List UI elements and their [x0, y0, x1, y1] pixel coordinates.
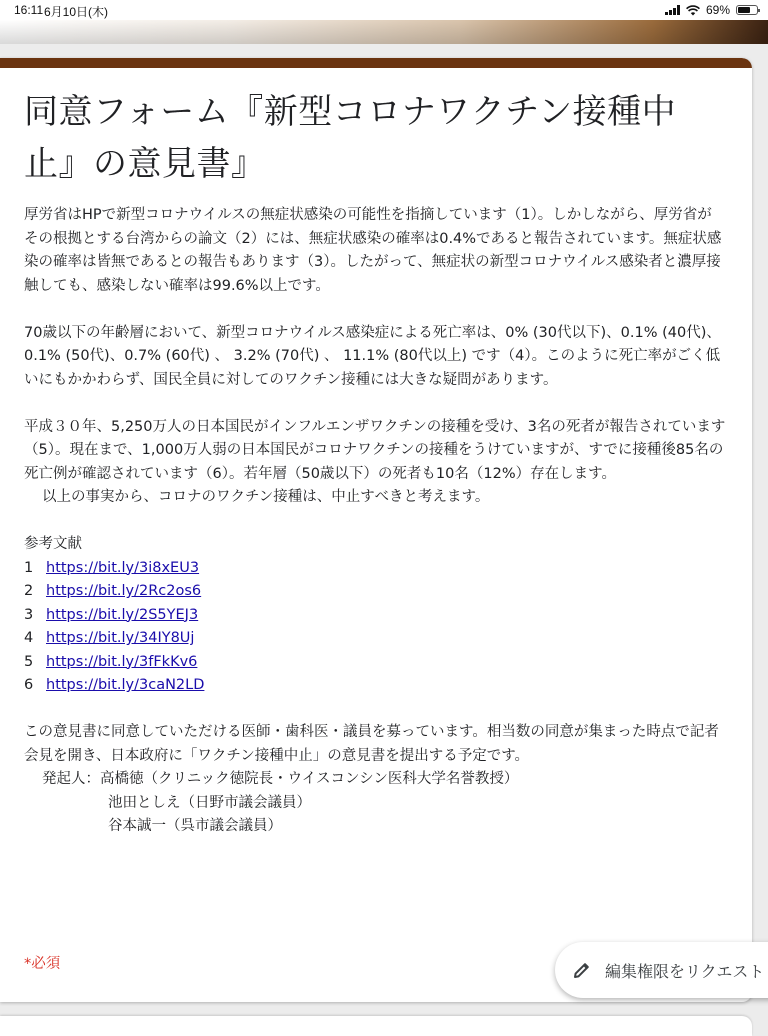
status-date: 6月10日(木)	[44, 5, 109, 19]
initiators-label: 発起人：	[42, 771, 100, 787]
cellular-signal-icon	[665, 5, 680, 15]
reference-link[interactable]: https://bit.ly/2S5YEJ3	[46, 606, 199, 623]
form-accent-bar	[0, 58, 752, 68]
reference-item	[24, 580, 726, 604]
form-header-banner	[0, 20, 768, 44]
reference-item	[24, 674, 726, 698]
initiator-3: 谷本誠一（呉市議会議員）	[108, 818, 282, 834]
required-note: *必須	[24, 956, 61, 972]
status-bar	[0, 0, 768, 20]
reference-item	[24, 557, 726, 581]
initiator-1: 高橋徳（クリニック徳院長・ウイスコンシン医科大学名誉教授）	[100, 771, 519, 787]
next-question-card	[0, 1016, 752, 1036]
reference-item	[24, 627, 726, 651]
pencil-icon	[569, 957, 595, 983]
reference-link[interactable]: https://bit.ly/3caN2LD	[46, 677, 205, 693]
form-title: 同意フォーム『新型コロナワクチン接種中止』の意見書』	[24, 92, 677, 184]
reference-item	[24, 604, 726, 628]
request-edit-access-button[interactable]	[555, 942, 768, 998]
references-list	[24, 557, 726, 698]
reference-number: 3	[24, 606, 34, 623]
status-indicators	[665, 3, 758, 17]
form-description	[24, 204, 726, 839]
paragraph-conclusion: 以上の事実から、コロナのワクチン接種は、中止すべきと考えます。	[42, 489, 490, 505]
references-heading: 参考文献	[24, 536, 82, 552]
reference-number: 1	[24, 559, 34, 576]
form-description-card	[0, 58, 752, 1002]
reference-link[interactable]: https://bit.ly/3i8xEU3	[46, 559, 200, 576]
reference-link[interactable]: https://bit.ly/3fFkKv6	[46, 653, 198, 670]
reference-number: 6	[24, 677, 34, 693]
reference-link[interactable]: https://bit.ly/34IY8Uj	[46, 630, 195, 646]
paragraph-vaccine-deaths: 平成３０年、5,250万人の日本国民がインフルエンザワクチンの接種を受け、3名の死者が報告されています（5）。現在まで、1,000万人弱の日本国民がコロナワクチンの接種をうけていますが、すでに接種後85名の死亡例が確認されています（6）。若年層（50歳以下）の死者も10名（12%）存在します。	[24, 418, 726, 482]
reference-link[interactable]: https://bit.ly/2Rc2os6	[46, 583, 202, 599]
initiator-row	[24, 768, 726, 792]
initiator-2: 池田としえ（日野市議会議員）	[108, 794, 311, 811]
status-time: 16:11	[14, 3, 44, 17]
battery-percent: 69%	[705, 3, 730, 17]
battery-level-fill	[738, 7, 750, 13]
paragraph-asymptomatic: 厚労省はHPで新型コロナウイルスの無症状感染の可能性を指摘しています（1）。しかしながら、厚労省がその根拠とする台湾からの論文（2）には、無症状感染の確率は0.4%であると報告されています。無症状感染の確率は皆無であるとの報告もあります（3）。したがって、無症状の新型コロナウイルス感染者と濃厚接触しても、感染しない確率は99.6%以上です。	[24, 207, 722, 294]
battery-icon	[736, 5, 758, 15]
reference-number: 2	[24, 583, 34, 599]
reference-number: 4	[24, 630, 34, 646]
call-to-action: この意見書に同意していただける医師・歯科医・議員を募っています。相当数の同意が集まった時点で記者会見を開き、日本政府に「ワクチン接種中止」の意見書を提出する予定です。	[24, 724, 719, 764]
reference-item	[24, 651, 726, 675]
request-edit-access-label: 編集権限をリクエスト	[605, 961, 765, 981]
paragraph-mortality: 70歳以下の年齢層において、新型コロナウイルス感染症による死亡率は、0% (30代以下)、0.1% (40代)、0.1% (50代)、0.7% (60代) 、 3.2% (70代) 、 11.1% (80代以上) です（4）。このように死亡率がごく低いにもかかわらず、国民全員に対してのワクチン接種には大きな疑問があります。	[24, 324, 721, 388]
reference-number: 5	[24, 653, 34, 670]
wifi-icon	[686, 5, 700, 16]
